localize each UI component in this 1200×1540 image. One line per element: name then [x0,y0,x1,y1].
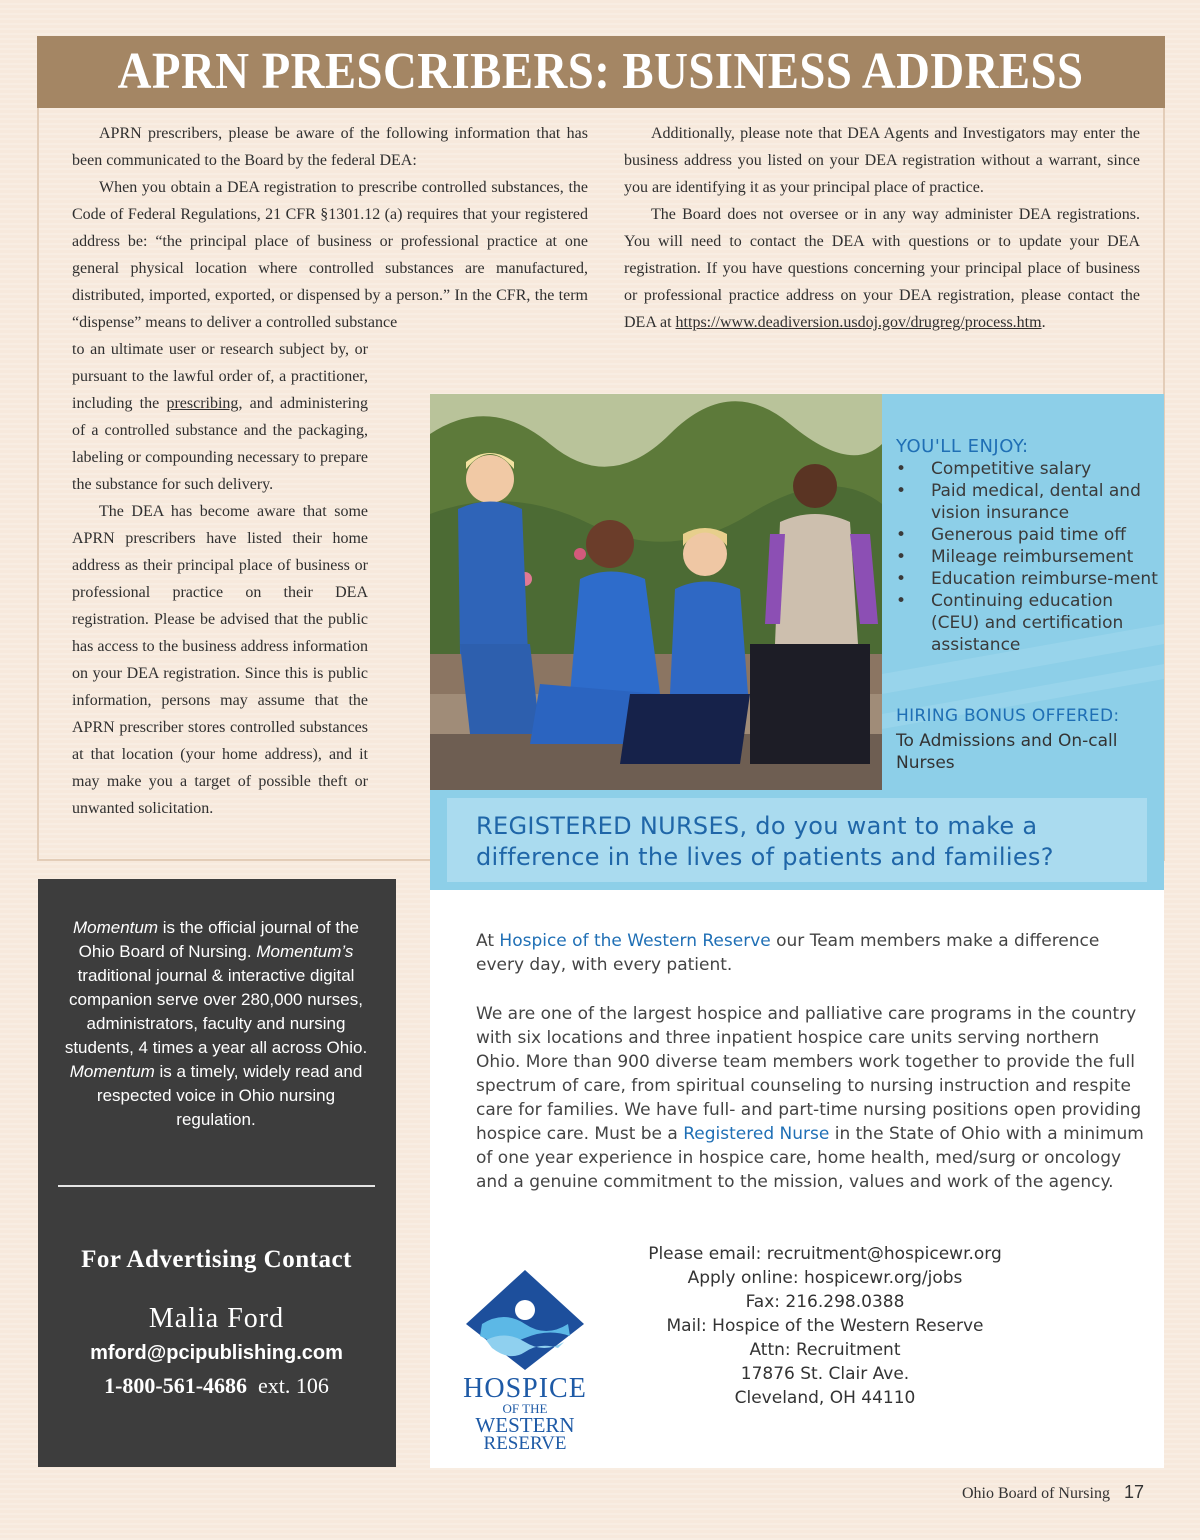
contact-mail: Mail: Hospice of the Western Reserve [666,1316,984,1336]
dea-link[interactable]: https://www.deadiversion.usdoj.gov/drugreg/process.htm [675,314,1042,331]
advertising-heading: For Advertising Contact [81,1246,352,1273]
benefit-item: • Competitive salary [896,458,1162,480]
article-paragraph: The DEA has become aware that some APRN prescribers have listed their home address as their principal place of business or professional practice on their DEA registration. Please be advised that the public has access to the business address information on your DEA registration. Since this is public information, persons may assume that the APRN prescriber stores controlled substances at that location (your home address), and it may make you a target of possible theft or unwanted solicitation. [72,503,368,817]
article-column-left-narrow [72,336,368,822]
benefits-list [896,458,1162,656]
contact-street: 17876 St. Clair Ave. [740,1364,910,1384]
page-number: 17 [1123,1482,1144,1502]
article-paragraph: APRN prescribers, please be aware of the following information that has been communicated to the Board by the federal DEA: [72,125,588,169]
article-paragraph-continued: to an ultimate user or research subject by, or pursuant to the lawful order of, a practitioner, including the prescribing, and administering of a controlled substance and the packaging, labeling or compounding necessary to prepare the substance for such delivery. [72,341,368,493]
registered-nurse-highlight: Registered Nurse [683,1124,830,1144]
divider [58,1185,375,1187]
advertising-contact-name: Malia Ford [148,1303,285,1334]
logo-line: HOSPICE [463,1373,587,1404]
nurses-photo [430,394,882,790]
benefit-item: • Education reimburse-ment [896,568,1162,590]
contact-attn: Attn: Recruitment [749,1340,901,1360]
ad-about: We are one of the largest hospice and palliative care programs in the country with six locations and three inpatient hospice care units serving northern Ohio. More than 900 diverse team members work together to provide the full spectrum of care, from spiritual counseling to nursing instruction and respite care for families. We have full- and part-time nursing positions open providing hospice care. Must be a Registered Nurse in the State of Ohio with a minimum of one year experience in hospice care, home health, med/surg or oncology and a genuine commitment to the mission, values and work of the agency. [476,1004,1144,1192]
hospice-advertisement [430,394,1164,1468]
article-paragraph: The Board does not oversee or in any way administer DEA registrations. You will need to contact the DEA with questions or to update your DEA registration. If you have questions concerning your principal place of business or professional practice address on your DEA registration, please contact the DEA at https://www.deadiversion.usdoj.gov/drugreg/process.htm. [624,206,1140,331]
banner-headline: REGISTERED NURSES, do you want to make a difference in the lives of patients and families? [476,812,1054,871]
benefit-item: • Paid medical, dental and vision insurance [896,480,1162,524]
article-column-left-top [72,120,588,336]
article-column-right [624,120,1140,336]
enjoy-heading: YOU'LL ENJOY: [896,436,1029,457]
page-footer [962,1482,1144,1503]
page-title: APRN PRESCRIBERS: BUSINESS ADDRESS [118,43,1084,100]
prescribing-link[interactable]: prescribing [166,395,239,412]
momentum-description: Momentum is the official journal of the Ohio Board of Nursing. Momentum’s traditional journal & interactive digital companion serve over 280,000 nurses, administrators, faculty and nursing students, 4 times a year all across Ohio. Momentum is a timely, widely read and respected voice in Ohio nursing regulation. [64,918,368,1129]
ad-contact-info [590,1242,1060,1410]
title-bar [37,36,1165,108]
contact-website: Apply online: hospicewr.org/jobs [687,1268,963,1288]
contact-email: Please email: recruitment@hospicewr.org [648,1244,1002,1264]
logo-line: WESTERN [475,1413,575,1437]
bonus-text: To Admissions and On-call Nurses [896,731,1118,773]
publication-name: Ohio Board of Nursing [961,1485,1110,1502]
benefit-item: • Generous paid time off [896,524,1162,546]
article-paragraph: When you obtain a DEA registration to prescribe controlled substances, the Code of Federal Regulations, 21 CFR §1301.12 (a) requires that your registered address be: “the principal place of business or professional practice at one general physical location where controlled substances are manufactured, distributed, imported, exported, or dispensed by a person.” In the CFR, the term “dispense” means to deliver a controlled substance [72,179,588,331]
contact-fax: Fax: 216.298.0388 [745,1292,905,1312]
bonus-heading: HIRING BONUS OFFERED: [896,706,1120,726]
organization-name: Hospice of the Western Reserve [499,931,771,951]
advertising-phone: 1-800-561-4686 ext. 106 [104,1373,329,1398]
logo-line: OF THE [502,1401,548,1416]
contact-city: Cleveland, OH 44110 [734,1388,916,1408]
benefit-item: • Continuing education (CEU) and certification assistance [896,590,1162,656]
article-paragraph: Additionally, please note that DEA Agents and Investigators may enter the business address you listed on your DEA registration without a warrant, since you are identifying it as your principal place of practice. [624,125,1140,196]
nurses-photo-illustration [430,394,882,790]
logo-line: RESERVE [483,1433,567,1454]
benefit-item: • Mileage reimbursement [896,546,1162,568]
advertising-email[interactable]: mford@pcipublishing.com [90,1342,343,1364]
diamond-wave-icon [460,1266,590,1376]
ad-intro: At Hospice of the Western Reserve our Team members make a difference every day, with every patient. [476,931,1100,975]
